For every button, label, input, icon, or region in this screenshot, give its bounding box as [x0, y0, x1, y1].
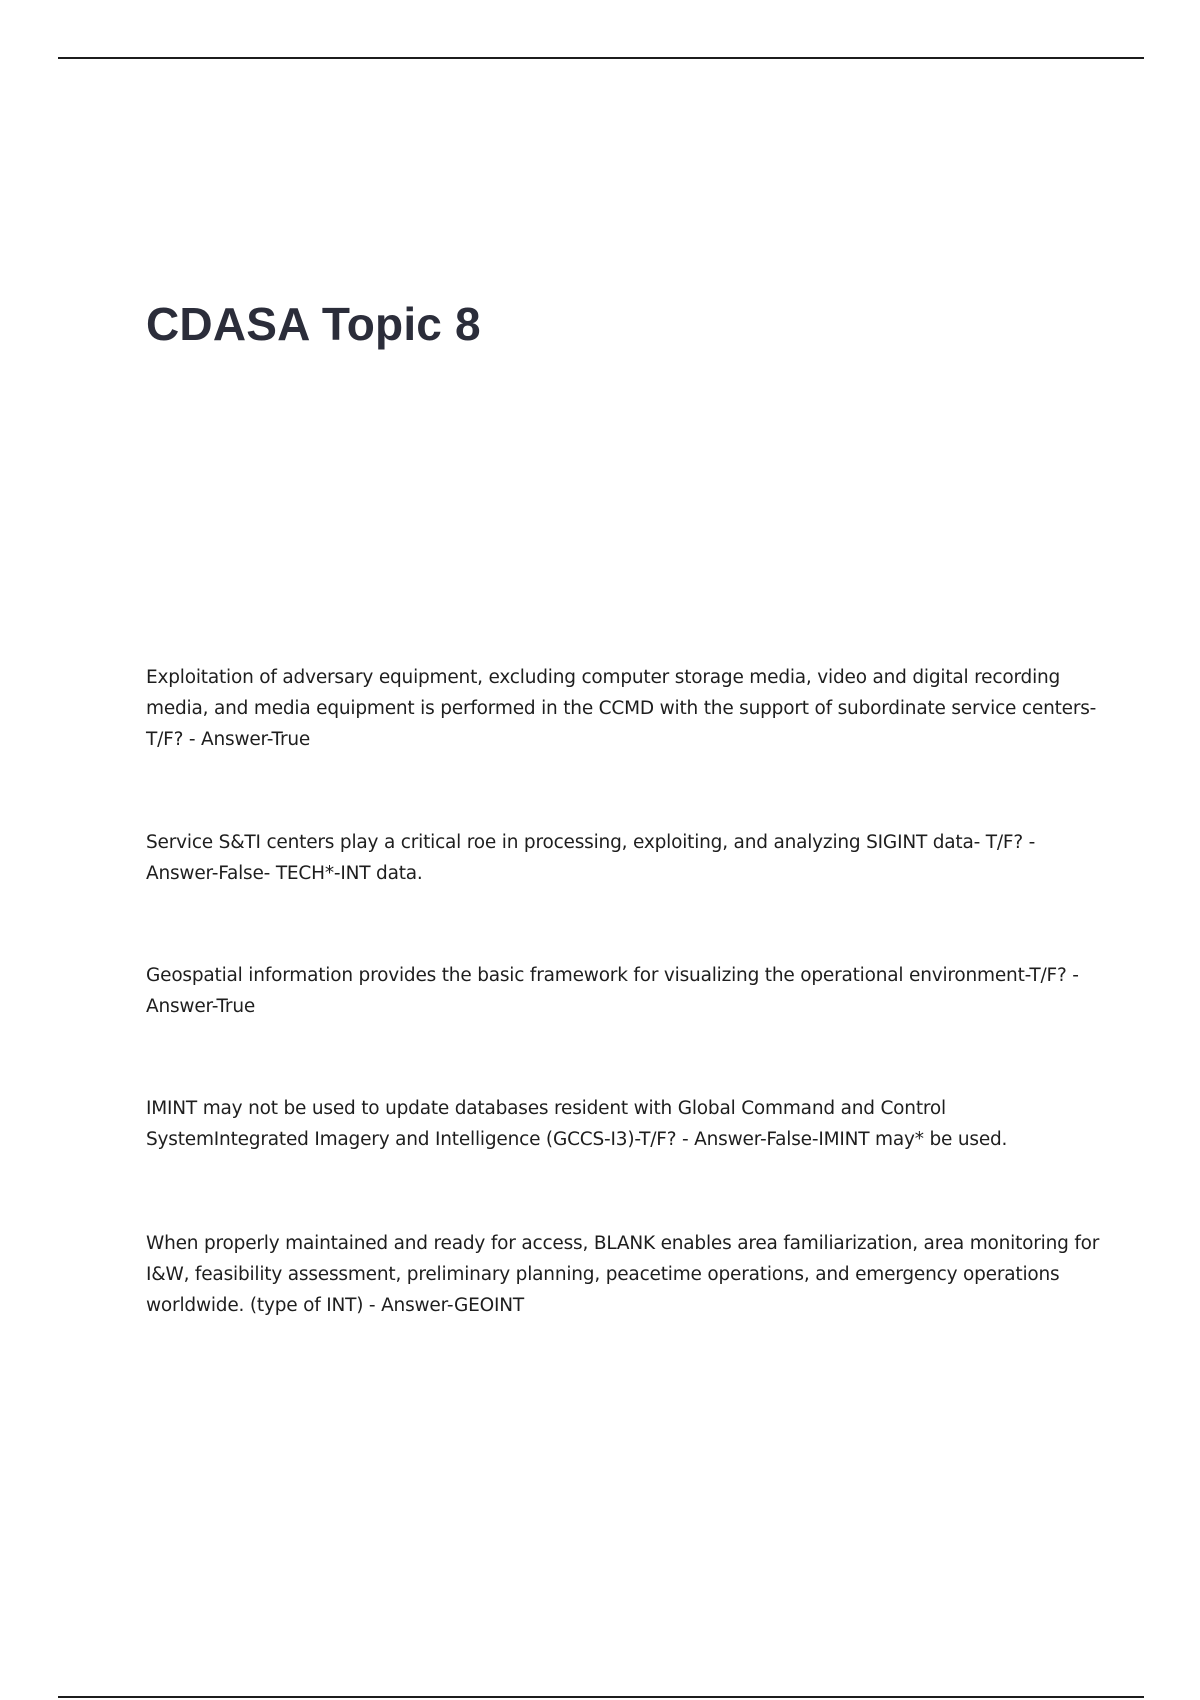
question-item: When properly maintained and ready for access, BLANK enables area familiarization, area monitoring for I&W, feasibility assessment, preliminary planning, peacetime operations, and emergency operations worldwide. (type of INT) - Answer-GEOINT	[146, 1233, 1100, 1316]
page-title: CDASA Topic 8	[146, 298, 481, 350]
question-item: Geospatial information provides the basic framework for visualizing the operational environment-T/F? - Answer-True	[146, 965, 1079, 1017]
footer-rule	[58, 1696, 1144, 1698]
question-item: Service S&TI centers play a critical roe in processing, exploiting, and analyzing SIGINT data- T/F? - Answer-False- TECH*-INT data.	[146, 832, 1036, 884]
question-item: Exploitation of adversary equipment, excluding computer storage media, video and digital recording media, and media equipment is performed in the CCMD with the support of subordinate service centers-T/F? - Answer-True	[146, 667, 1097, 750]
header-rule	[58, 57, 1144, 59]
question-item: IMINT may not be used to update databases resident with Global Command and Control SystemIntegrated Imagery and Intelligence (GCCS-I3)-T/F? - Answer-False-IMINT may* be used.	[146, 1098, 1008, 1150]
